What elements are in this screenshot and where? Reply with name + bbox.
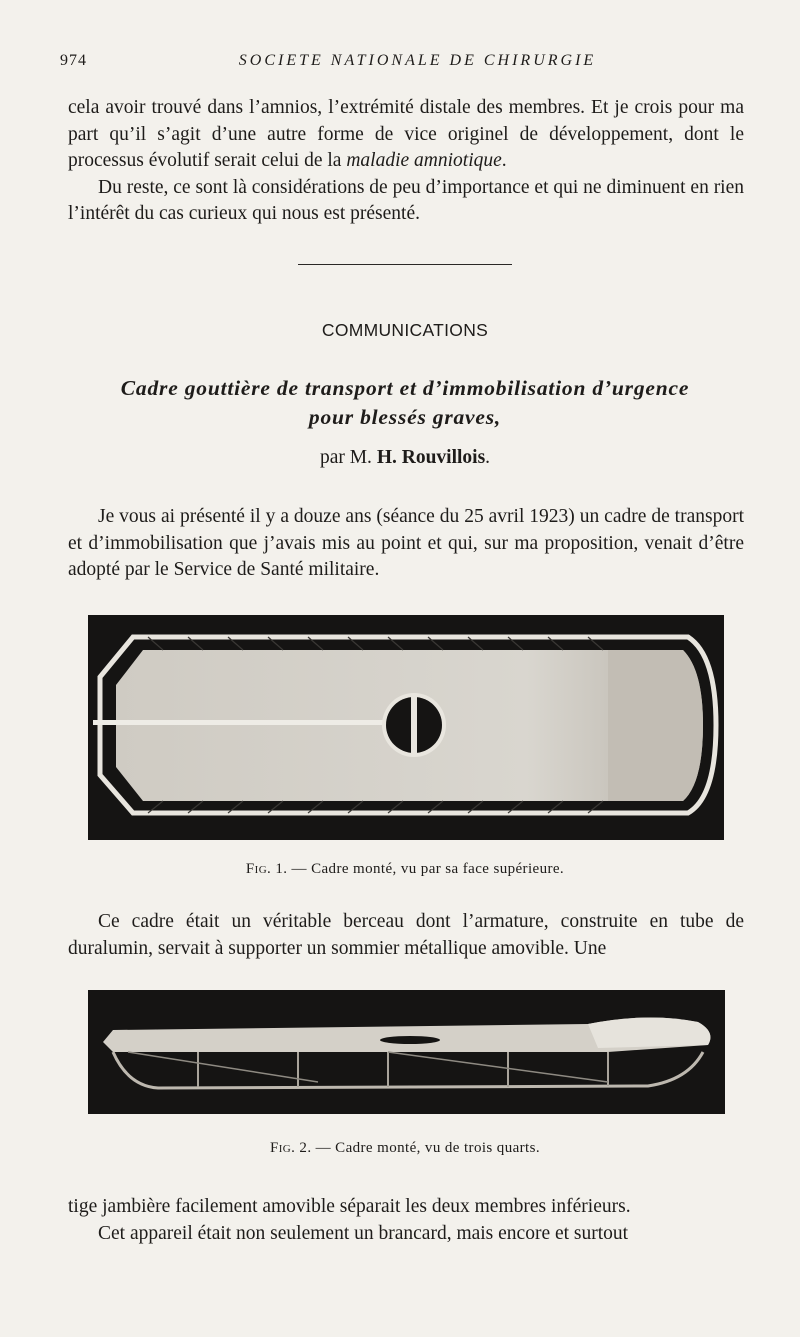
author-name: H. Rouvillois bbox=[376, 447, 486, 468]
intro-paragraph-1-text: cela avoir trouvé dans l’amnios, l’extrémité distale des membres. Et je crois pour ma part qu’il s’agit d’une autre forme de vice originel de développement, dont le processus évolutif serait celui de la bbox=[68, 97, 744, 171]
figure-1-photo bbox=[88, 615, 724, 840]
intro-paragraph-1-end: . bbox=[501, 150, 507, 171]
byline-suffix: . bbox=[485, 447, 491, 468]
page-number: 974 bbox=[60, 52, 87, 69]
body-paragraph-3-line-1: tige jambière facilement amovible séparait les deux membres inférieurs. bbox=[68, 1196, 631, 1217]
intro-italic-term: maladie amniotique bbox=[346, 150, 502, 171]
running-head bbox=[60, 52, 750, 74]
figure-2-photo bbox=[88, 990, 725, 1114]
figure-2-caption-text: — Cadre monté, vu de trois quarts. bbox=[311, 1140, 541, 1156]
body-paragraph-3-block bbox=[68, 1194, 744, 1247]
section-divider bbox=[298, 264, 512, 265]
figure-2-label: Fig. 2. bbox=[269, 1140, 312, 1156]
intro-paragraph-1 bbox=[68, 95, 744, 175]
body-paragraph-1-block bbox=[68, 504, 744, 584]
journal-title: SOCIETE NATIONALE DE CHIRURGIE bbox=[238, 52, 597, 69]
byline-prefix: par M. bbox=[319, 447, 377, 468]
stretcher-three-quarter-view-image bbox=[88, 990, 725, 1114]
article-title-line-2: pour blessés graves, bbox=[308, 405, 502, 429]
article-title bbox=[50, 374, 760, 432]
body-paragraph-2-block bbox=[68, 909, 744, 962]
stretcher-top-view-image bbox=[88, 615, 724, 840]
figure-1-label: Fig. 1. bbox=[245, 861, 288, 877]
byline bbox=[0, 447, 800, 469]
article-title-line-1: Cadre gouttière de transport et d’immobilisation d’urgence bbox=[120, 376, 690, 400]
figure-1-caption bbox=[0, 861, 800, 878]
intro-text bbox=[68, 95, 744, 228]
section-heading: COMMUNICATIONS bbox=[321, 320, 489, 340]
body-paragraph-2: Ce cadre était un véritable berceau dont l’armature, construite en tube de duralumin, servait à supporter un sommier métallique amovible. Une bbox=[68, 911, 744, 959]
body-paragraph-3-line-2: Cet appareil était non seulement un brancard, mais encore et surtout bbox=[98, 1222, 629, 1244]
intro-paragraph-2: Du reste, ce sont là considérations de peu d’importance et qui ne diminuent en rien l’intérêt du cas curieux qui nous est présenté. bbox=[68, 176, 745, 224]
figure-1-caption-text: — Cadre monté, vu par sa face supérieure. bbox=[287, 861, 565, 877]
figure-2-caption bbox=[0, 1140, 800, 1157]
body-paragraph-1: Je vous ai présenté il y a douze ans (séance du 25 avril 1923) un cadre de transport et d’immobilisation que j’avais mis au point et qui, sur ma proposition, venait d’être adopté par le Service de Santé militaire. bbox=[68, 506, 744, 580]
